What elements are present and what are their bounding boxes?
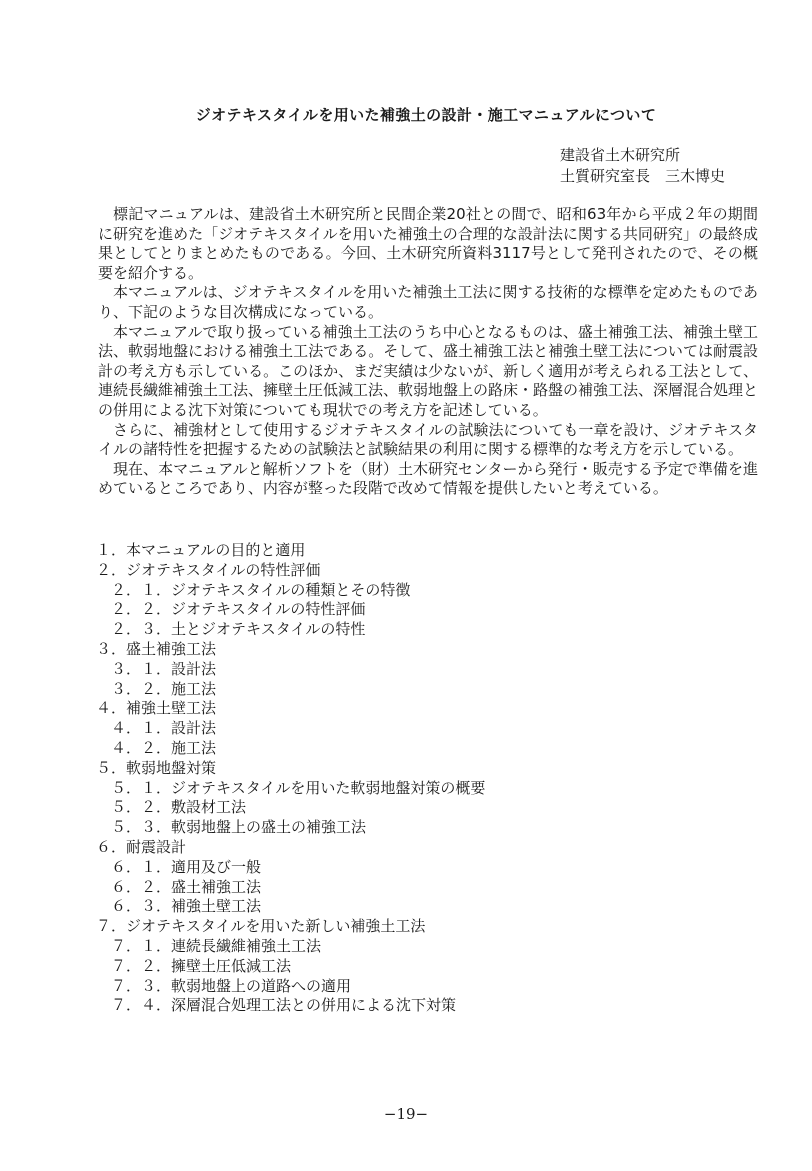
toc-chapter: ２．ジオテキスタイルの特性評価 — [96, 560, 321, 579]
paragraph: 標記マニュアルは、建設省土木研究所と民間企業20社との間で、昭和63年から平成２年の期間に研究を進めた「ジオテキスタイルを用いた補強土の合理的な設計法に関する共同研究」の最終成果としてとりまとめたものである。今回、土木研究所資料3117号として発刊されたので、その概要を紹介する。 — [98, 205, 758, 282]
paragraph: 本マニュアルで取り扱っている補強土工法のうち中心となるものは、盛土補強工法、補強土壁工法、軟弱地盤における補強土工法である。そして、盛土補強工法と補強土壁工法については耐震設計の考え方も示している。このほか、まだ実績は少ないが、新しく適用が考えられる工法として、連続長繊維補強土工法、擁壁土圧低減工法、軟弱地盤上の路床・路盤の補強工法、深層混合処理との併用による沈下対策についても現状での考え方を記述している。 — [98, 322, 759, 419]
toc-chapter: ６．耐震設計 — [96, 837, 187, 856]
toc-section: ４．２．施工法 — [111, 738, 217, 757]
toc-chapter: ７．ジオテキスタイルを用いた新しい補強土工法 — [96, 917, 426, 936]
toc-chapter: ３．盛土補強工法 — [96, 639, 217, 658]
toc-section: ６．２．盛土補強工法 — [111, 877, 262, 896]
toc-section: ５．１．ジオテキスタイルを用いた軟弱地盤対策の概要 — [111, 778, 486, 797]
toc-section: ７．１．連続長繊維補強土工法 — [111, 936, 322, 955]
author-affiliation: 建設省土木研究所 — [560, 146, 681, 164]
author-block — [560, 145, 725, 187]
paragraph: さらに、補強材として使用するジオテキスタイルの試験法についても一章を設け、ジオテキスタイルの諸特性を把握するための試験法と試験結果の利用に関する標準的な考え方を示している。 — [98, 420, 758, 459]
toc-section: ７．４．深層混合処理工法との併用による沈下対策 — [111, 996, 457, 1015]
toc-section: ５．３．軟弱地盤上の盛土の補強工法 — [111, 818, 367, 837]
toc-chapter: １．本マニュアルの目的と適用 — [96, 541, 306, 559]
toc-chapter: ４．補強土壁工法 — [96, 699, 217, 718]
document-title: ジオテキスタイルを用いた補強土の設計・施工マニュアルについて — [195, 106, 657, 124]
toc-section: ３．１．設計法 — [111, 659, 217, 678]
toc-section: ５．２．敷設材工法 — [111, 798, 247, 817]
toc-section: ２．１．ジオテキスタイルの種類とその特徴 — [111, 580, 411, 599]
toc-section: ２．３．土とジオテキスタイルの特性 — [111, 620, 366, 639]
table-of-contents — [96, 541, 736, 1016]
toc-section: ６．１．適用及び一般 — [111, 857, 262, 876]
toc-section: ７．２．擁壁土圧低減工法 — [111, 956, 292, 975]
toc-section: ６．３．補強土壁工法 — [111, 897, 262, 916]
page-number: −19− — [383, 1105, 429, 1123]
toc-section: ３．２．施工法 — [111, 679, 217, 698]
paragraph: 現在、本マニュアルと解析ソフトを（財）土木研究センターから発行・販売する予定で準備を進めているところであり、内容が整った段階で改めて情報を提供したいと考えている。 — [98, 459, 758, 498]
body-text — [98, 205, 758, 499]
toc-section: ４．１．設計法 — [111, 719, 217, 738]
toc-chapter: ５．軟弱地盤対策 — [96, 758, 217, 777]
paragraph: 本マニュアルは、ジオテキスタイルを用いた補強土工法に関する技術的な標準を定めたものであり、下記のような目次構成になっている。 — [98, 283, 758, 321]
toc-section: ７．３．軟弱地盤上の道路への適用 — [111, 976, 352, 995]
toc-section: ２．２．ジオテキスタイルの特性評価 — [111, 600, 366, 619]
author-position-name: 土質研究室長 三木博史 — [560, 167, 726, 185]
